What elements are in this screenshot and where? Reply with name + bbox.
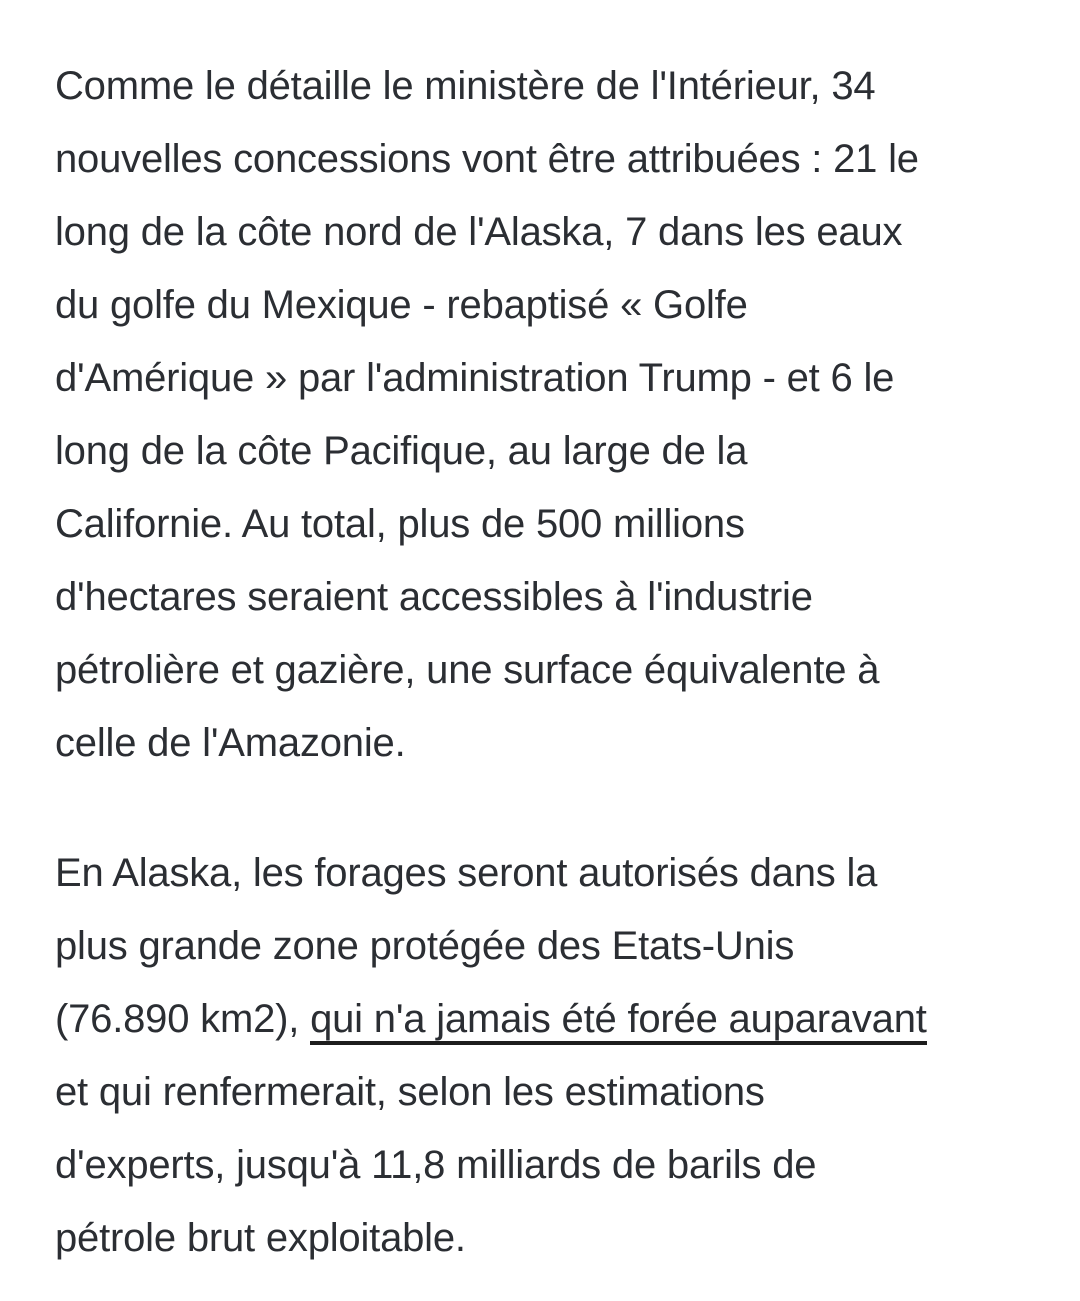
text-line: En Alaska, les forages seront autorisés dans la <box>55 851 878 895</box>
never-drilled-link[interactable]: qui n'a jamais été forée auparavant <box>310 997 927 1045</box>
text-line: d'experts, jusqu'à 11,8 milliards de barils de <box>55 1143 817 1187</box>
paragraph-alaska <box>55 837 1020 1275</box>
text-line: du golfe du Mexique - rebaptisé « Golfe <box>55 283 748 327</box>
text-line: long de la côte Pacifique, au large de la <box>55 429 748 473</box>
text-line: nouvelles concessions vont être attribuées : 21 le <box>55 137 919 181</box>
text-line-with-link <box>55 983 1020 1056</box>
text-line: celle de l'Amazonie. <box>55 721 406 765</box>
text-line: Comme le détaille le ministère de l'Intérieur, 34 <box>55 64 876 108</box>
text-line: d'hectares seraient accessibles à l'industrie <box>55 575 813 619</box>
text-line: pétrolière et gazière, une surface équivalente à <box>55 648 880 692</box>
text-line: d'Amérique » par l'administration Trump - et 6 le <box>55 356 895 400</box>
text-line: plus grande zone protégée des Etats-Unis <box>55 924 795 968</box>
text-line: pétrole brut exploitable. <box>55 1216 466 1260</box>
text-line: Californie. Au total, plus de 500 millions <box>55 502 745 546</box>
link-line-prefix: (76.890 km2), <box>55 997 311 1041</box>
paragraph-concessions <box>55 50 1020 780</box>
text-line: long de la côte nord de l'Alaska, 7 dans les eaux <box>55 210 903 254</box>
text-line: et qui renfermerait, selon les estimations <box>55 1070 765 1114</box>
